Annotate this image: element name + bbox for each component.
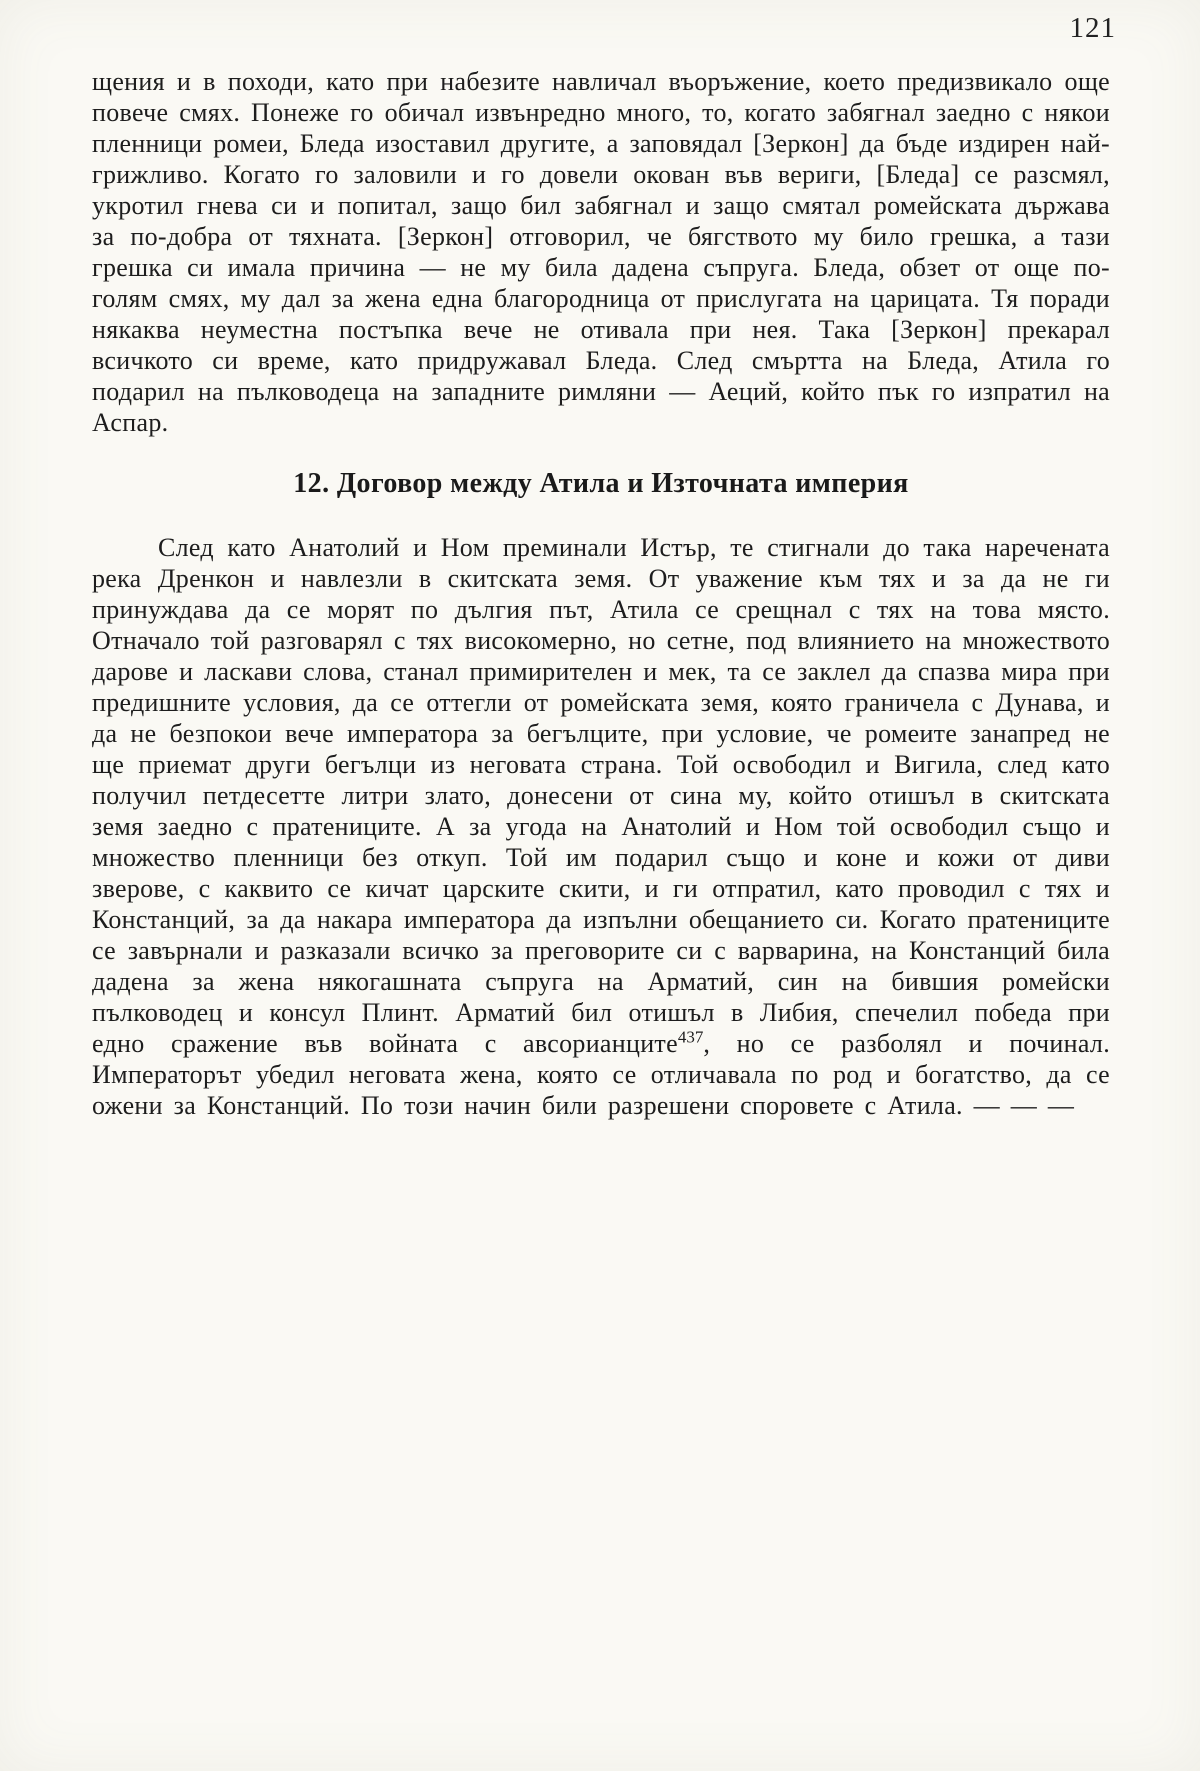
paragraph-treaty-text-after-footnote: , но се разболял и починал. Императорът убедил неговата жена, която се отличавала по род и богатство, да се ожени за Констанций. По този начин били разрешени споровете с Атила. — — — <box>92 1029 1110 1120</box>
text-column <box>92 66 1110 1121</box>
page-number: 121 <box>1069 12 1116 44</box>
paragraph-treaty <box>92 532 1110 1121</box>
paragraph-zerkon-anecdote: щения и в походи, като при набезите навличал въоръжение, което предизвикало още повече смях. Понеже го обичал извънредно много, то, когато забягнал заедно с някои пленници ромеи, Бледа изоставил другите, а заповядал [Зеркон] да бъде издирен най-грижливо. Когато го заловили и го довели окован във вериги, [Бледа] се разсмял, укротил гнева си и попитал, защо бил забягнал и защо смятал ромейската държава за по-добра от тяхната. [Зеркон] отговорил, че бягството му било грешка, а тази грешка си имала причина — не му била дадена съпруга. Бледа, обзет от още по-голям смях, му дал за жена една благородница от прислугата на царицата. Тя поради някаква неуместна постъпка вече не отивала при нея. Така [Зеркон] прекарал всичкото си време, като придружавал Бледа. След смъртта на Бледа, Атила го подарил на пълководеца на западните римляни — Аеций, който пък го изпратил на Аспар. <box>92 67 1110 437</box>
paragraph-treaty-text-before-footnote: След като Анатолий и Ном преминали Истър, те стигнали до така наречената река Дренкон и навлезли в скитската земя. От уважение към тях и за да не ги принуждава да се морят по дългия път, Атила се срещнал с тях на това място. Отначало той разговарял с тях високомерно, но сетне, под влиянието на множеството дарове и ласкави слова, станал примирителен и мек, та се заклел да спазва мира при предишните условия, да се оттегли от ромейската земя, която граничела с Дунава, и да не безпокои вече императора за бегълците, при условие, че ромеите занапред не ще приемат други бегълци из неговата страна. Той освободил и Вигила, след като получил петдесетте литри злато, донесени от сина му, който отишъл в скитската земя заедно с пратениците. А за угода на Анатолий и Ном той освободил също и множество пленници без откуп. Той им подарил също и коне и кожи от диви зверове, с каквито се кичат царските скити, и ги отпратил, като проводил с тях и Констанций, за да накара императора да изпълни обещанието си. Когато пратениците се завърнали и разказали всичко за преговорите си с варварина, на Констанций била дадена за жена някогашната съпруга на Арматий, син на бившия ромейски пълководец и консул Плинт. Арматий бил отишъл в Либия, спечелил победа при едно сражение във войната с авсорианците <box>92 533 1110 1058</box>
section-heading: 12. Договор между Атила и Източната империя <box>293 468 909 499</box>
footnote-marker: 437 <box>677 1027 704 1047</box>
